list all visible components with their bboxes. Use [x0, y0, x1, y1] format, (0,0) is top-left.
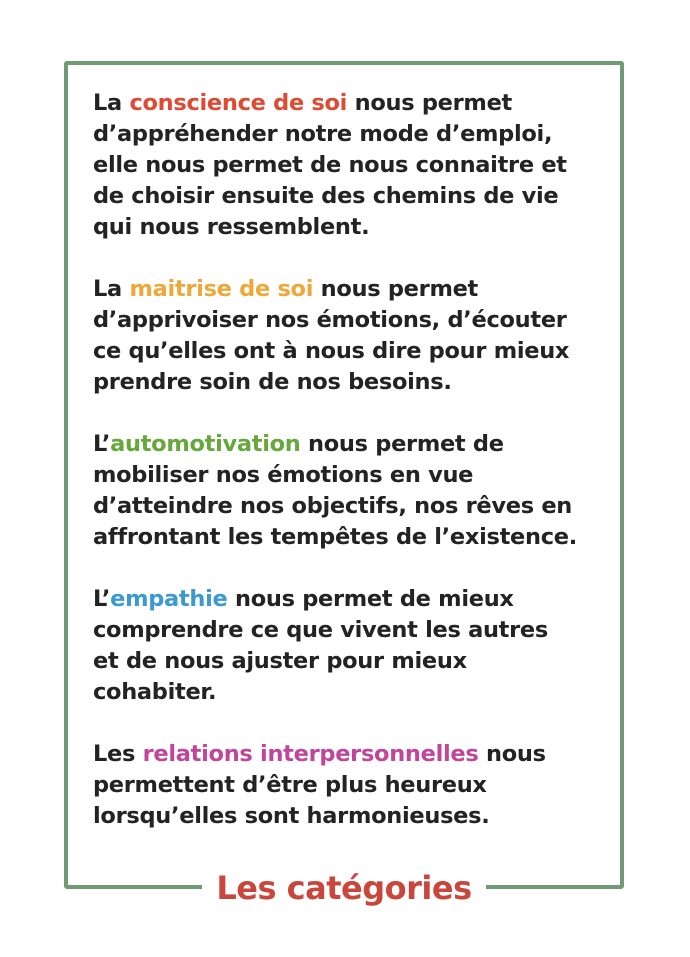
text-line: comprendre ce que vivent les autres [93, 617, 548, 643]
text-line: et de nous ajuster pour mieux [93, 648, 467, 674]
card-content [93, 88, 613, 863]
paragraph-conscience-de-soi [93, 88, 613, 243]
paragraph-empathie [93, 584, 613, 708]
text-line [93, 739, 613, 770]
keyword-conscience-de-soi: conscience de soi [129, 90, 348, 116]
text-line [93, 274, 613, 305]
text-line: qui nous ressemblent. [93, 214, 370, 240]
text-line: prendre soin de nos besoins. [93, 369, 452, 395]
text-line: de choisir ensuite des chemins de vie [93, 183, 559, 209]
text-line [93, 584, 613, 615]
text-line: d’appréhender notre mode d’emploi, [93, 121, 553, 147]
text-line [93, 429, 613, 460]
line-prefix: La [93, 276, 130, 302]
text-line: ce qu’elles ont à nous dire pour mieux [93, 338, 570, 364]
footer-title: Les catégories [216, 869, 472, 907]
keyword-automotivation: automotivation [110, 431, 301, 457]
line-suffix: nous permet [347, 90, 512, 116]
text-line [93, 88, 613, 119]
line-prefix: L’ [93, 431, 111, 457]
text-line: permettent d’être plus heureux [93, 772, 487, 798]
paragraph-automotivation [93, 429, 613, 553]
text-line: d’apprivoiser nos émotions, d’écouter [93, 307, 567, 333]
text-line: lorsqu’elles sont harmonieuses. [93, 803, 490, 829]
line-suffix: nous [478, 741, 546, 767]
line-suffix: nous permet de [300, 431, 504, 457]
line-suffix: nous permet [313, 276, 479, 302]
keyword-relations-interpersonnelles: relations interpersonnelles [142, 741, 479, 767]
line-prefix: La [93, 90, 130, 116]
text-line: cohabiter. [93, 679, 217, 705]
paragraph-maitrise-de-soi [93, 274, 613, 398]
text-line: mobiliser nos émotions en vue [93, 462, 474, 488]
keyword-maitrise-de-soi: maitrise de soi [129, 276, 314, 302]
line-suffix: nous permet de mieux [227, 586, 514, 612]
text-line: elle nous permet de nous connaitre et [93, 152, 567, 178]
text-line: d’atteindre nos objectifs, nos rêves en [93, 493, 573, 519]
line-prefix: L’ [93, 586, 111, 612]
line-prefix: Les [93, 741, 143, 767]
keyword-empathie: empathie [110, 586, 228, 612]
text-line: affrontant les tempêtes de l’existence. [93, 524, 577, 550]
paragraph-relations-interpersonnelles [93, 739, 613, 832]
